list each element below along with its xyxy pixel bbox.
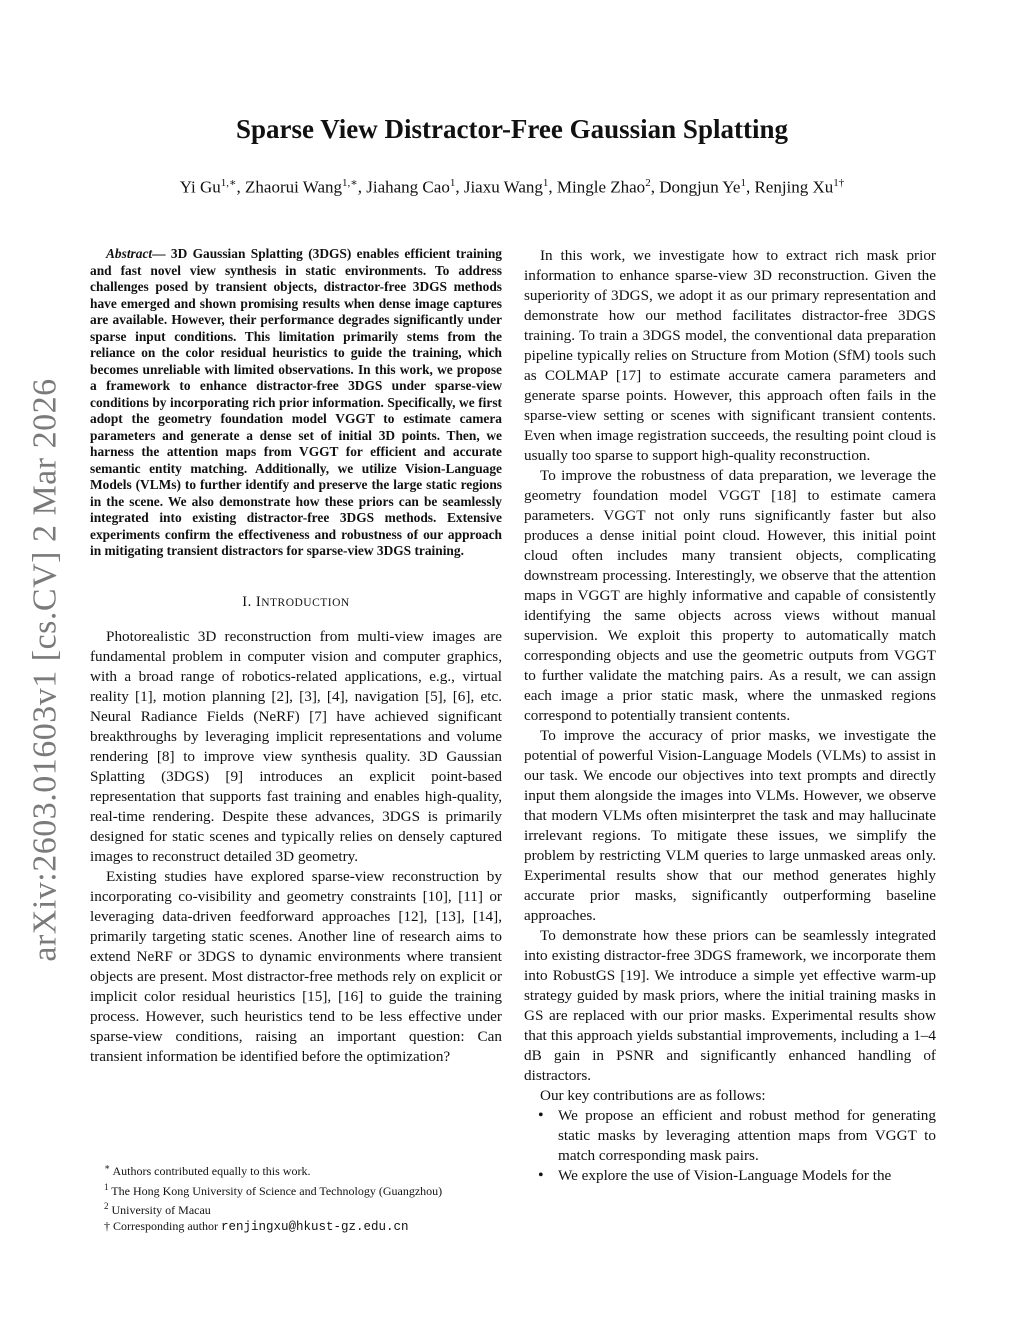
paragraph: Our key contributions are as follows:: [540, 1087, 766, 1104]
section-heading-introduction: [90, 592, 502, 613]
footnote: [90, 1180, 510, 1200]
footnote-text: University of Macau: [111, 1203, 211, 1217]
paper-title: Sparse View Distractor-Free Gaussian Splatting: [236, 114, 788, 144]
abstract: Abstract— 3D Gaussian Splatting (3DGS) enables efficient training and fast novel view synthesis in static environments. To address challenges posed by transient objects, distractor-free 3DGS methods have emerged and shown promising results when dense image captures are available. However, their performance degrades significantly under sparse input conditions. This limitation primarily stems from the reliance on the color residual heuristics to guide the training, which becomes unreliable with limited observations. In this work, we propose a framework to enhance distractor-free 3DGS under sparse-view conditions by incorporating rich prior information. Specifically, we first adopt the geometry foundation model VGGT to estimate camera parameters and generate a dense set of initial 3D points. Then, we harness the attention maps from VGGT for efficient and accurate semantic entity matching. Additionally, we utilize Vision-Language Models (VLMs) to further identify and preserve the large static regions in the scene. We also demonstrate how these priors can be seamlessly integrated into existing distractor-free 3DGS methods. Extensive experiments confirm the effectiveness and robustness of our approach in mitigating transient distractors for sparse-view 3DGS training.: [90, 246, 502, 558]
arxiv-id: arXiv:2603.01603v1 [cs.CV] 2 Mar 2026: [27, 378, 65, 962]
paragraph: Photorealistic 3D reconstruction from multi-view images are fundamental problem in computer vision and computer graphics, with a broad range of robotics-related applications, e.g., virtual reality [1], motion planning [2], [3], [4], navigation [5], [6], etc. Neural Radiance Fields (NeRF) [7] have achieved significant breakthroughs by leveraging implicit representations and volume rendering [8] to improve view synthesis quality. 3D Gaussian Splatting (3DGS) [9] introduces an explicit point-based representation that supports fast training and enables high-quality, real-time rendering. Despite these advances, 3DGS is primarily designed for static scenes and typically relies on densely captured images to reconstruct detailed 3D geometry.: [90, 627, 502, 865]
contributions-list: [524, 1106, 936, 1186]
author-affiliation-mark: 1: [542, 177, 549, 189]
author: Mingle Zhao: [556, 177, 646, 197]
author: Renjing Xu: [754, 177, 834, 197]
section-title-rest: NTRODUCTION: [261, 596, 350, 609]
footnote-text: Corresponding author: [113, 1218, 218, 1233]
author-affiliation-mark: 1†: [833, 177, 845, 189]
author: Yi Gu: [179, 177, 221, 197]
corresponding-email: renjingxu@hkust-gz.edu.cn: [220, 1219, 409, 1234]
author: Zhaorui Wang: [245, 177, 343, 197]
footnote-mark: †: [104, 1218, 110, 1233]
author-affiliation-mark: 1,∗: [342, 177, 358, 189]
paragraph: To demonstrate how these priors can be seamlessly integrated into existing distractor-free 3DGS framework, we incorporate them into RobustGS [19]. We introduce a simple yet effective warm-up strategy guided by mask priors, where the initial training masks in GS are replaced with our prior masks. Experimental results show that this approach yields substantial improvements, including a 1–4 dB gain in PSNR and significantly enhanced handling of distractors.: [524, 927, 936, 1084]
author-affiliation-mark: 1: [449, 177, 456, 189]
footnote-mark: 2: [104, 1201, 109, 1211]
paragraph: In this work, we investigate how to extract rich mask prior information to enhance sparse-view 3D reconstruction. Given the superiority of 3DGS, we adopt it as our primary representation and demonstrate how our method facilitates distractor-free 3DGS training. To train a 3DGS model, the conventional data preparation pipeline typically relies on Structure from Motion (SfM) tools such as COLMAP [17] to estimate accurate camera parameters and generate sparse points. However, this approach often fails in the sparse-view setting or scenes with significant transient contents. Even when image registration succeeds, the resulting point cloud is usually too sparse to support high-quality reconstruction.: [524, 247, 936, 464]
author: Jiaxu Wang: [463, 177, 543, 197]
arxiv-stamp: [14, 380, 78, 960]
footnotes: [90, 1160, 510, 1235]
abstract-label: Abstract: [106, 246, 153, 261]
paragraph: To improve the accuracy of prior masks, we investigate the potential of powerful Vision-Language Models (VLMs) to assist in our task. We encode our objectives into text prompts and directly input them alongside the images into VLMs. However, we observe that modern VLMs often misinterpret the task and may hallucinate irrelevant regions. To mitigate these issues, we simplify the problem by restricting VLM queries to large unmasked areas only. Experimental results show that our method generates highly accurate prior masks, significantly outperforming baseline approaches.: [524, 727, 936, 924]
section-title-initial: I: [255, 593, 262, 610]
footnote-mark: 1: [104, 1181, 109, 1192]
footnote: [90, 1219, 510, 1236]
list-item: • We explore the use of Vision-Language Models for the: [524, 1166, 936, 1186]
author: Dongjun Ye: [659, 177, 741, 197]
author-affiliation-mark: 1,∗: [220, 177, 237, 189]
paragraph: Existing studies have explored sparse-view reconstruction by incorporating co-visibility and geometry constraints [10], [11] or leveraging data-driven feedforward approaches [12], [13], [14], primarily targeting static scenes. Another line of research aims to extend NeRF or 3DGS to dynamic environments where transient objects are present. Most distractor-free methods rely on explicit or implicit color residual heuristics [15], [16] to guide the training process. However, such heuristics tend to be less effective under sparse-view conditions, raising an important question: Can transient information be identified before the optimization?: [90, 867, 502, 1065]
right-column: [524, 246, 936, 1186]
list-item: • We propose an efficient and robust method for generating static masks by leveraging attention maps from VGGT to match corresponding mask pairs.: [524, 1106, 936, 1166]
author: Jiahang Cao: [366, 177, 450, 197]
left-column: [90, 246, 502, 1067]
author-affiliation-mark: 2: [645, 177, 651, 189]
footnote-text: Authors contributed equally to this work.: [112, 1164, 311, 1178]
section-numeral: I.: [242, 593, 252, 610]
author-list: Yi $Gu^{1,∗}$, Zhaorui Wang$^{1,∗}$, Jiahang Cao$^1$, Jiaxu Wang$^1$, Mingle Zhao$^2$, Dongjun Ye$^1$, Renjing $Xu^{1\dagger}$: [179, 177, 845, 197]
author-affiliation-mark: 1: [740, 177, 746, 189]
footnote-text: The Hong Kong University of Science and Technology (Guangzhou): [111, 1183, 443, 1198]
abstract-text: 3D Gaussian Splatting (3DGS) enables efficient training and fast novel view synthesis in static environments. To address challenges posed by transient objects, distractor-free 3DGS methods have emerged and shown promising results when dense image captures are available. However, their performance degrades significantly under sparse input conditions. This limitation primarily stems from the reliance on the color residual heuristics to guide the training, which becomes unreliable with limited observations. In this work, we propose a framework to enhance distractor-free 3DGS under sparse-view conditions by incorporating rich prior information. Specifically, we first adopt the geometry foundation model VGGT to estimate camera parameters and generate a dense set of initial 3D points. Then, we harness the attention maps from VGGT for efficient and accurate semantic entity matching. Additionally, we utilize Vision-Language Models (VLMs) to further identify and preserve the large static regions in the scene. We also demonstrate how these priors can be seamlessly integrated into existing distractor-free 3DGS methods. Extensive experiments confirm the effectiveness and robustness of our approach in mitigating transient distractors for sparse-view 3DGS training.: [90, 246, 502, 558]
footnote: [90, 1199, 510, 1219]
paragraph: To improve the robustness of data preparation, we leverage the geometry foundation model VGGT [18] to estimate camera parameters. VGGT not only runs significantly faster but also produces a dense initial point cloud. However, this initial point cloud often includes many transient objects, complicating downstream processing. Interestingly, we observe that the attention maps in VGGT are highly informative and capable of consistently identifying the same objects across views without manual supervision. We exploit this property to automatically match corresponding objects and use the geometric outputs from VGGT to further validate the matching pairs. As a result, we can assign each image a prior static mask, where the unmasked regions correspond to potentially transient contents.: [524, 467, 936, 724]
footnote-mark: ∗: [104, 1162, 111, 1172]
footnote: [90, 1160, 510, 1180]
